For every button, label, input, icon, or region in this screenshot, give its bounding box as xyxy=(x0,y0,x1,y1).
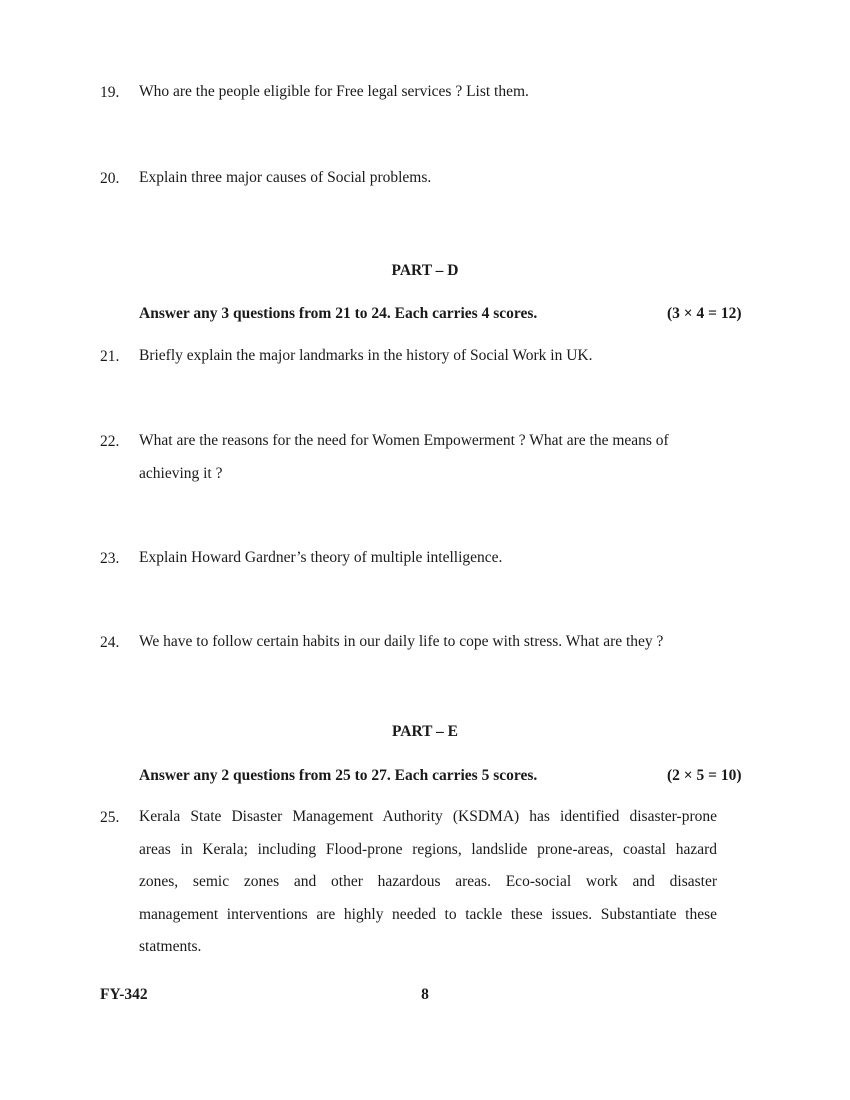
part-d-heading: PART – D xyxy=(391,262,459,279)
question-text xyxy=(139,76,717,109)
question-line: Kerala State Disaster Management Authority (KSDMA) has identified disaster-prone xyxy=(139,808,717,825)
question-line: What are the reasons for the need for Women Empowerment ? What are the means of xyxy=(139,432,669,449)
question-text xyxy=(139,542,717,575)
question-number: 22. xyxy=(100,433,120,450)
question-text xyxy=(139,340,717,373)
question-line: Explain three major causes of Social problems. xyxy=(139,169,432,186)
part-e-marks: (2 × 5 = 10) xyxy=(667,767,742,784)
question-text xyxy=(139,801,717,964)
question-number: 20. xyxy=(100,170,120,187)
question-line: Explain Howard Gardner’s theory of multiple intelligence. xyxy=(139,549,503,566)
question-line: management interventions are highly needed to tackle these issues. Substantiate these xyxy=(139,905,717,923)
question-line: achieving it ? xyxy=(139,464,223,482)
question-text xyxy=(139,162,717,195)
part-d-marks: (3 × 4 = 12) xyxy=(667,305,742,322)
question-number: 21. xyxy=(100,348,120,365)
question-line: Who are the people eligible for Free legal services ? List them. xyxy=(139,83,529,100)
question-number: 23. xyxy=(100,550,120,567)
question-number: 19. xyxy=(100,84,120,101)
part-e-heading: PART – E xyxy=(391,723,459,740)
question-line: areas in Kerala; including Flood-prone regions, landslide prone-areas, coastal hazard xyxy=(139,840,717,858)
part-d-instruction: Answer any 3 questions from 21 to 24. Each carries 4 scores. xyxy=(139,305,538,322)
question-text xyxy=(139,425,717,490)
part-e-instruction: Answer any 2 questions from 25 to 27. Each carries 5 scores. xyxy=(139,767,538,784)
question-number: 25. xyxy=(100,809,120,826)
paper-code: FY-342 xyxy=(100,986,148,1003)
question-number: 24. xyxy=(100,634,120,651)
page-number: 8 xyxy=(421,986,429,1003)
question-text xyxy=(139,626,717,659)
question-line: Briefly explain the major landmarks in the history of Social Work in UK. xyxy=(139,347,593,364)
question-line: zones, semic zones and other hazardous areas. Eco-social work and disaster xyxy=(139,873,717,890)
question-line: statments. xyxy=(139,938,202,955)
question-line: We have to follow certain habits in our daily life to cope with stress. What are they ? xyxy=(139,633,664,650)
